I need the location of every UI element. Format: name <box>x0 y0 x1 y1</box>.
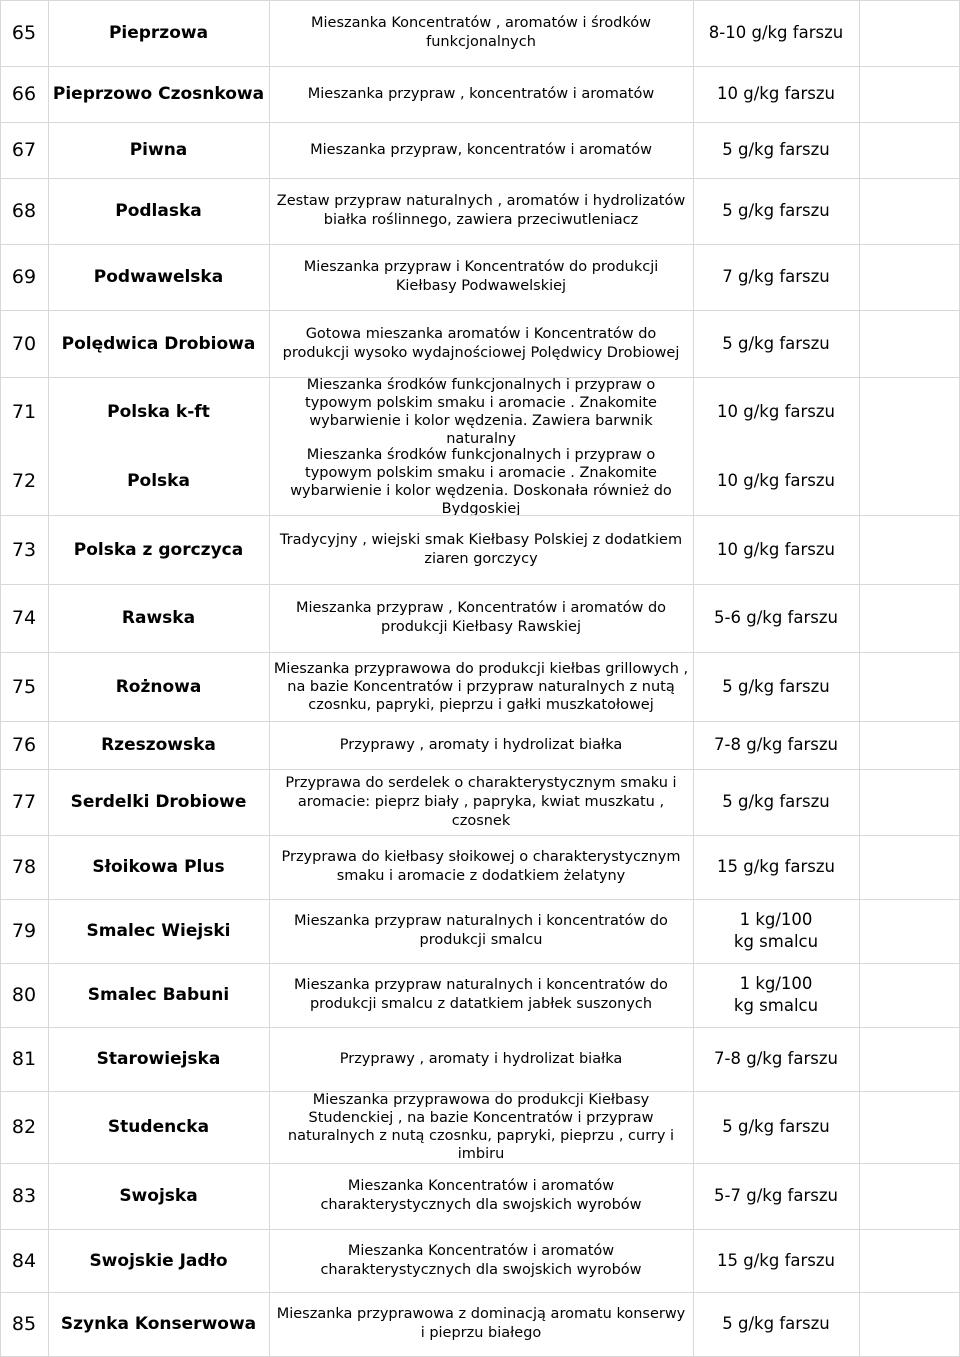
product-dose: 5 g/kg farszu <box>722 1117 830 1136</box>
row-number: 71 <box>11 400 37 423</box>
table-row <box>0 1091 960 1163</box>
product-dose: 5 g/kg farszu <box>722 140 830 159</box>
product-name: Podlaska <box>115 201 202 221</box>
product-description: Mieszanka przypraw naturalnych i koncentratów do produkcji smalcu <box>294 913 668 948</box>
table-row <box>0 1027 960 1091</box>
row-number: 78 <box>11 856 37 878</box>
table-row <box>0 721 960 769</box>
row-number: 75 <box>11 675 37 698</box>
product-dose: 15 g/kg farszu <box>717 857 835 876</box>
row-number: 70 <box>11 332 37 355</box>
product-description: Mieszanka środków funkcjonalnych i przypraw o typowym polskim smaku i aromacie . Znakomite wybarwienie i kolor wędzenia. Doskonała również do Bydgoskiej <box>290 447 672 515</box>
row-number: 76 <box>11 734 37 756</box>
product-description: Mieszanka przypraw , Koncentratów i aromatów do produkcji Kiełbasy Rawskiej <box>295 600 667 635</box>
product-name: Serdelki Drobiowe <box>70 792 247 812</box>
row-number: 83 <box>11 1185 37 1207</box>
product-description: Przyprawa do kiełbasy słoikowej o charakterystycznym smaku i aromacie z dodatkiem żelatyny <box>281 849 681 884</box>
product-name: Polska <box>127 470 190 491</box>
product-dose: 5 g/kg farszu <box>722 792 830 811</box>
row-number: 65 <box>11 22 37 44</box>
product-name: Swojskie Jadło <box>89 1250 228 1271</box>
table-row <box>0 1229 960 1292</box>
product-description: Mieszanka przyprawowa z dominacją aromatu konserwy i pieprzu białego <box>276 1306 686 1341</box>
table-row <box>0 515 960 584</box>
table-row <box>0 1292 960 1356</box>
product-description: Tradycyjny , wiejski smak Kiełbasy Polskiej z dodatkiem ziaren gorczycy <box>279 531 683 567</box>
table-row <box>0 0 960 66</box>
product-dose: 5-6 g/kg farszu <box>714 608 838 627</box>
product-description: Mieszanka przypraw i Koncentratów do produkcji Kiełbasy Podwawelskiej <box>303 259 659 294</box>
product-description: Przyprawa do serdelek o charakterystycznym smaku i aromacie: pieprz biały , papryka, kwiat muszkatu , czosnek <box>285 774 677 829</box>
table-row <box>0 178 960 244</box>
table-row <box>0 652 960 721</box>
product-name: Rawska <box>121 608 196 628</box>
row-number: 74 <box>11 607 37 629</box>
row-number: 73 <box>11 538 37 561</box>
product-name: Polska z gorczyca <box>73 539 244 560</box>
product-description: Mieszanka przypraw , koncentratów i aromatów <box>307 85 655 102</box>
product-name: Rożnowa <box>115 676 202 697</box>
product-name: Smalec Babuni <box>87 985 230 1005</box>
product-description: Zestaw przypraw naturalnych , aromatów i hydrolizatów białka roślinnego, zawiera przeciwutleniacz <box>276 193 686 228</box>
product-dose: 5 g/kg farszu <box>722 333 830 353</box>
product-name: Pieprzowa <box>108 23 209 43</box>
table-row <box>0 1163 960 1229</box>
table-row <box>0 446 960 515</box>
product-description: Mieszanka środków funkcjonalnych i przypraw o typowym polskim smaku i aromacie . Znakomite wybarwienie i kolor wędzenia. Zawiera barwnik naturalny <box>305 377 657 446</box>
row-number: 81 <box>11 1048 37 1070</box>
table-row <box>0 122 960 178</box>
product-name: Starowiejska <box>96 1049 221 1069</box>
row-number: 72 <box>11 469 37 492</box>
product-name: Swojska <box>119 1186 198 1206</box>
product-name: Smalec Wiejski <box>86 921 231 941</box>
product-name: Szynka Konserwowa <box>60 1314 257 1334</box>
product-description: Mieszanka Koncentratów , aromatów i środków funkcjonalnych <box>311 15 651 50</box>
table-row <box>0 244 960 310</box>
product-name: Podwawelska <box>93 267 224 287</box>
product-description: Mieszanka Koncentratów i aromatów charakterystycznych dla swojskich wyrobów <box>320 1178 642 1213</box>
row-number: 80 <box>11 984 37 1006</box>
row-number: 84 <box>11 1249 37 1272</box>
product-description: Mieszanka przypraw, koncentratów i aromatów <box>310 141 652 158</box>
product-dose: 1 kg/100 kg smalcu <box>733 974 819 1015</box>
product-dose: 7 g/kg farszu <box>722 267 830 286</box>
table-row <box>0 769 960 835</box>
table-row <box>0 584 960 652</box>
product-dose: 10 g/kg farszu <box>717 470 835 490</box>
product-dose: 15 g/kg farszu <box>717 1250 835 1270</box>
product-dose: 10 g/kg farszu <box>717 539 835 559</box>
row-number: 69 <box>11 266 37 288</box>
product-dose: 8-10 g/kg farszu <box>708 23 844 42</box>
table-row <box>0 835 960 899</box>
product-description: Przyprawy , aromaty i hydrolizat białka <box>339 736 623 753</box>
product-dose: 10 g/kg farszu <box>717 401 835 421</box>
product-dose: 5 g/kg farszu <box>722 1314 830 1333</box>
row-number: 85 <box>11 1313 37 1335</box>
product-name: Studencka <box>107 1117 210 1137</box>
row-number: 67 <box>11 139 37 161</box>
table-row <box>0 899 960 963</box>
row-number: 79 <box>11 920 37 942</box>
product-dose: 5 g/kg farszu <box>722 676 830 696</box>
product-dose: 7-8 g/kg farszu <box>714 1049 838 1068</box>
product-name: Polska k-ft <box>107 401 210 422</box>
product-dose: 5-7 g/kg farszu <box>714 1186 838 1205</box>
product-description: Mieszanka przyprawowa do produkcji kiełbas grillowych , na bazie Koncentratów i przypraw naturalnych z nutą czosnku, papryki, pieprzu i gałki muszkatołowej <box>273 660 689 713</box>
product-name: Polędwica Drobiowa <box>61 333 256 354</box>
table-row <box>0 310 960 377</box>
product-name: Pieprzowo Czosnkowa <box>52 84 265 104</box>
product-description: Przyprawy , aromaty i hydrolizat białka <box>339 1050 623 1067</box>
product-name: Rzeszowska <box>101 735 216 755</box>
product-description: Mieszanka przyprawowa do produkcji Kiełbasy Studenckiej , na bazie Koncentratów i przypraw naturalnych z nutą czosnku, papryki, pieprzu , curry i imbiru <box>287 1092 675 1162</box>
row-number: 82 <box>11 1116 37 1138</box>
row-number: 66 <box>11 83 37 105</box>
product-description: Mieszanka Koncentratów i aromatów charakterystycznych dla swojskich wyrobów <box>320 1242 642 1278</box>
row-number: 68 <box>11 200 37 222</box>
table-row <box>0 963 960 1027</box>
row-number: 77 <box>11 791 37 813</box>
product-dose: 5 g/kg farszu <box>722 201 830 220</box>
product-dose: 7-8 g/kg farszu <box>714 735 838 754</box>
table-row <box>0 377 960 446</box>
product-name: Słoikowa Plus <box>92 857 225 877</box>
product-dose: 10 g/kg farszu <box>717 84 835 103</box>
product-name: Piwna <box>129 140 188 160</box>
table-row <box>0 66 960 122</box>
product-dose: 1 kg/100 kg smalcu <box>733 910 819 951</box>
product-description: Mieszanka przypraw naturalnych i koncentratów do produkcji smalcu z datatkiem jabłek suszonych <box>294 977 668 1012</box>
product-description: Gotowa mieszanka aromatów i Koncentratów do produkcji wysoko wydajnościowej Polędwicy Drobiowej <box>282 325 680 361</box>
